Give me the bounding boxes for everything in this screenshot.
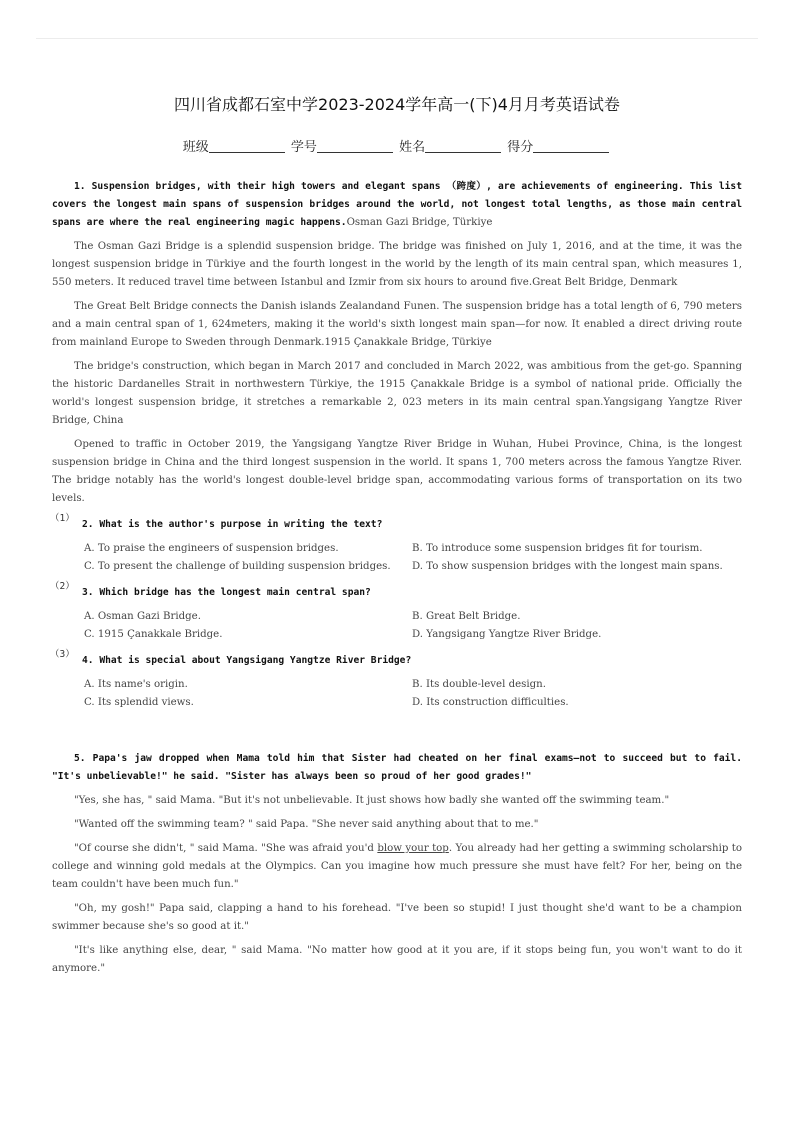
option-a[interactable]: A. Its name's origin. [84,679,188,690]
underlined-phrase: blow your top [377,843,449,854]
answer-options [84,608,742,644]
student-info-fields [0,136,794,155]
sub-question-2 [50,581,742,644]
option-b[interactable]: B. To introduce some suspension bridges fit for tourism. [412,543,703,554]
passage-paragraph: The bridge's construction, which began in March 2017 and concluded in March 2022, was ambitious from the get-go. Spanning the historic Dardanelles Strait in northwestern Türkiye, the 1915 Çanakkale Bridge is a symbol of national pride. Officially the world's longest suspension bridge, it stretches a remarkable 2, 023 meters in its main central span.Yangsigang Yangtze River Bridge, China [52,361,742,426]
question-1-stem-bold: 1. Suspension bridges, with their high towers and elegant spans （跨度）, are achievements of engineering. This list covers the longest main spans of suspension bridges around the world, not longest total lengths, as those main central spans are where the real engineering magic happens. [52,181,742,228]
sub-question-text: 2. What is the author's purpose in writing the text? [82,519,383,530]
section-gap [52,712,742,750]
option-d[interactable]: D. To show suspension bridges with the longest main spans. [412,561,723,572]
sub-question-number: （2） [50,581,75,592]
passage-paragraph: Opened to traffic in October 2019, the Yangsigang Yangtze River Bridge in Wuhan, Hubei Province, China, is the longest suspension bridge in China and the third longest suspension in the world. It spans 1, 700 meters across the famous Yangtze River. The bridge notably has the world's longest double-level bridge span, accommodating various forms of transportation on its two levels. [52,439,742,504]
sub-question-3 [50,649,742,712]
sub-question-number: （3） [50,649,75,660]
passage-text: "Of course she didn't, " said Mama. "She was afraid you'd [74,843,378,854]
option-d[interactable]: D. Its construction difficulties. [412,697,569,708]
id-label: 学号 [290,140,317,155]
question-1-stem [52,178,742,232]
answer-options [84,540,742,576]
score-blank[interactable] [533,152,609,153]
passage-text: . You already had her getting a swimming scholarship to college and winning gold medals at the Olympics. Can you imagine how much pressure she must have felt? For her, being on the team couldn't have been much fun." [52,843,742,890]
sub-question-text: 3. Which bridge has the longest main central span? [82,587,371,598]
question-5-stem: 5. Papa's jaw dropped when Mama told him that Sister had cheated on her final exams—not to succeed but to fail. "It's unbelievable!" he said. "Sister has always been so proud of her good grades!" [52,753,742,782]
class-label: 班级 [182,140,209,155]
passage-paragraph: "Yes, she has, " said Mama. "But it's not unbelievable. It just shows how badly she wanted off the swimming team." [74,795,670,806]
option-b[interactable]: B. Great Belt Bridge. [412,611,521,622]
option-b[interactable]: B. Its double-level design. [412,679,546,690]
answer-options [84,676,742,712]
header-divider [36,38,758,39]
option-a[interactable]: A. Osman Gazi Bridge. [84,611,201,622]
sub-question-text: 4. What is special about Yangsigang Yangtze River Bridge? [82,655,412,666]
exam-content [52,178,742,978]
sub-question-1 [50,513,742,576]
option-c[interactable]: C. 1915 Çanakkale Bridge. [84,629,223,640]
score-label: 得分 [507,140,534,155]
option-c[interactable]: C. To present the challenge of building suspension bridges. [84,561,391,572]
passage-paragraph: "It's like anything else, dear, " said Mama. "No matter how good at it you are, if it stops being fun, you won't want to do it anymore." [52,945,742,974]
name-blank[interactable] [425,152,501,153]
exam-title: 四川省成都石室中学2023-2024学年高一(下)4月月考英语试卷 [174,95,620,114]
question-1-stem-tail: Osman Gazi Bridge, Türkiye [346,217,493,228]
option-c[interactable]: C. Its splendid views. [84,697,194,708]
passage-paragraph: The Osman Gazi Bridge is a splendid suspension bridge. The bridge was finished on July 1, 2016, and at the time, it was the longest suspension bridge in Türkiye and the fourth longest in the world by the length of its main central span, which measures 1, 550 meters. It reduced travel time between Istanbul and Izmir from six hours to around five.Great Belt Bridge, Denmark [52,241,742,288]
class-blank[interactable] [209,152,285,153]
passage-paragraph: The Great Belt Bridge connects the Danish islands Zealandand Funen. The suspension bridge has a total length of 6, 790 meters and a main central span of 1, 624meters, making it the world's sixth longest main span—for now. It enabled a direct driving route from mainland Europe to Sweden through Denmark.1915 Çanakkale Bridge, Türkiye [52,301,742,348]
option-a[interactable]: A. To praise the engineers of suspension bridges. [84,543,339,554]
passage-paragraph: "Wanted off the swimming team? " said Papa. "She never said anything about that to me." [74,819,539,830]
option-d[interactable]: D. Yangsigang Yangtze River Bridge. [412,629,602,640]
passage-paragraph: "Oh, my gosh!" Papa said, clapping a hand to his forehead. "I've been so stupid! I just thought she'd want to be a champion swimmer because she's so good at it." [52,903,742,932]
passage-paragraph [52,840,742,894]
name-label: 姓名 [399,140,426,155]
sub-question-number: （1） [50,513,75,524]
id-blank[interactable] [317,152,393,153]
